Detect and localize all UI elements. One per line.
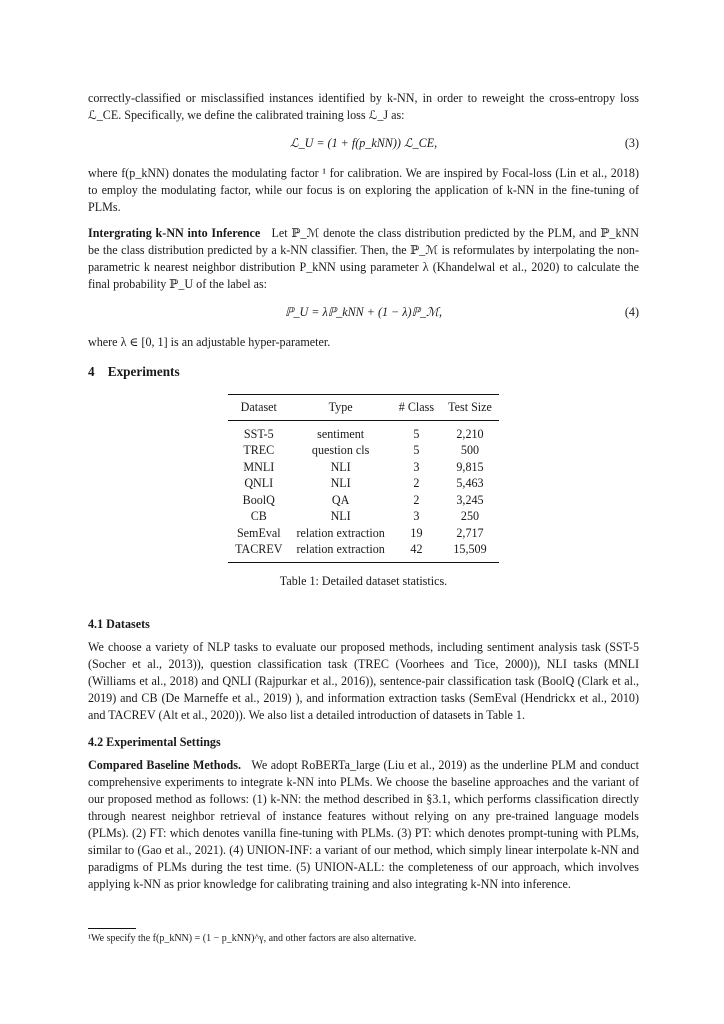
table-cell: TREC: [243, 443, 275, 457]
table-row: [228, 459, 499, 476]
footnote: [88, 928, 639, 945]
table-cell: 2,210: [456, 426, 484, 441]
table-cell: QNLI: [244, 476, 274, 490]
dataset-table-wrap: [88, 394, 639, 590]
table-cell: BoolQ: [242, 492, 275, 507]
section-4-heading: [88, 363, 639, 380]
dataset-statistics-table: [228, 394, 499, 563]
table-cell: 5: [413, 443, 420, 457]
table-cell: TACREV: [235, 542, 283, 556]
settings-paragraph: [88, 757, 639, 893]
footnote-text: ¹We specify the f(p_kNN) = (1 − p_kNN)^γ, and other factors are also alternative.: [88, 933, 417, 944]
table-cell: relation extraction: [296, 542, 385, 556]
equation-4-number: (4): [624, 305, 639, 319]
settings-body: We adopt RoBERTa_large (Liu et al., 2019) as the underline PLM and conduct comprehensive experiments to integrate k-NN into PLMs. We choose the baseline approaches and the variant of our proposed method as follows: (1) k-NN: the method described in §3.1, which performs classification directly through nearest neighbor retrieval of instance features without relying on any pre-trained language models (PLMs). (2) FT: which denotes vanilla fine-tuning with PLMs. (3) PT: which denotes prompt-tuning with PLMs, similar to (Gao et al., 2021). (4) UNION-INF: a variant of our method, which simply linear interpolate k-NN and paradigms of PLMs during the test time. (5) UNION-ALL: the completeness of our approach, which involves applying k-NN as prior knowledge for calibrating training and also integrating k-NN into inference.: [88, 757, 639, 891]
table-cell: SST-5: [243, 426, 274, 441]
table-header: # Class: [398, 400, 435, 414]
table-cell: 15,509: [453, 542, 487, 556]
table-cell: 5: [413, 426, 420, 441]
equation-3: [88, 132, 639, 156]
table-row: [228, 492, 499, 509]
table-row: [228, 475, 499, 492]
table-cell: 42: [410, 542, 423, 556]
table-header: Dataset: [240, 400, 277, 414]
inference-paragraph: [88, 225, 639, 293]
table-row: [228, 541, 499, 562]
footnote-rule: [88, 928, 136, 929]
section-4-1-heading: 4.1 Datasets: [88, 616, 150, 631]
table-row: [228, 508, 499, 525]
table-header: Test Size: [448, 400, 492, 414]
inference-body: Let ℙ_ℳ denote the class distribution predicted by the PLM, and ℙ_kNN be the class distribution predicted by a k-NN classifier. Then, the ℙ_ℳ is reformulates by interpolating the non-parametric k nearest neighbor distribution P_kNN using parameter λ (Khandelwal et al., 2020) to calculate the final probability ℙ_U of the label as:: [88, 226, 639, 291]
table-cell: 2: [413, 492, 420, 507]
table-cell: 2: [413, 476, 420, 490]
section-4-2-heading: 4.2 Experimental Settings: [88, 734, 221, 749]
section-4-title: Experiments: [107, 364, 180, 379]
intro-paragraph-1: correctly-classified or misclassified instances identified by k-NN, in order to reweight the cross-entropy loss ℒ_CE. Specifically, we define the calibrated training loss ℒ_J as:: [88, 91, 639, 122]
equation-4-body: ℙ_U = λℙ_kNN + (1 − λ)ℙ_ℳ,: [285, 305, 442, 319]
table-cell: sentiment: [317, 426, 365, 441]
table-cell: 250: [460, 509, 480, 523]
baseline-heading: Compared Baseline Methods.: [88, 757, 241, 772]
section-4-number: 4: [88, 364, 95, 379]
table-cell: 19: [410, 525, 423, 540]
inference-heading: Intergrating k-NN into Inference: [88, 226, 261, 240]
paper-page: [88, 90, 639, 893]
datasets-paragraph: We choose a variety of NLP tasks to evaluate our proposed methods, including sentiment analysis task (SST-5 (Socher et al., 2013)), question classification task (TREC (Voorhees and Tice, 2000)), NLI tasks (MNLI (Williams et al., 2018) and QNLI (Rajpurkar et al., 2016)), sentence-pair classification task (BoolQ (Clark et al., 2019) and CB (De Marneffe et al., 2019) ), and information extraction tasks (SemEval (Hendrickx et al., 2010) and TACREV (Alt et al., 2020)). We also list a detailed introduction of datasets in Table 1.: [88, 639, 639, 722]
table-cell: MNLI: [243, 459, 275, 474]
table-cell: 3: [413, 459, 420, 474]
inference-after: where λ ∈ [0, 1] is an adjustable hyper-parameter.: [88, 335, 331, 349]
table-cell: question cls: [311, 443, 370, 457]
table-caption: Table 1: Detailed dataset statistics.: [279, 573, 448, 588]
equation-4: [88, 301, 639, 325]
table-cell: NLI: [330, 459, 351, 474]
table-row: [228, 420, 499, 442]
table-row: [228, 525, 499, 542]
equation-3-body: ℒ_U = (1 + f(p_kNN)) ℒ_CE,: [289, 136, 438, 150]
table-cell: 3,245: [456, 492, 484, 507]
equation-3-number: (3): [624, 136, 639, 150]
table-cell: 5,463: [456, 476, 484, 490]
table-cell: QA: [331, 492, 350, 507]
table-row: [228, 442, 499, 459]
table-cell: 3: [413, 509, 420, 523]
table-header-row: [228, 395, 499, 421]
table-cell: CB: [250, 509, 267, 523]
table-cell: SemEval: [236, 525, 281, 540]
table-cell: relation extraction: [296, 525, 385, 540]
intro-paragraph-2: where f(p_kNN) donates the modulating factor ¹ for calibration. We are inspired by Focal-loss (Lin et al., 2018) to employ the modulating factor, while our focus is on exploring the application of k-NN in the fine-tuning of PLMs.: [88, 166, 639, 214]
table-cell: 500: [460, 443, 480, 457]
table-cell: NLI: [330, 509, 351, 523]
table-header: Type: [328, 400, 353, 414]
table-cell: 9,815: [456, 459, 484, 474]
table-cell: 2,717: [456, 525, 484, 540]
table-cell: NLI: [330, 476, 351, 490]
